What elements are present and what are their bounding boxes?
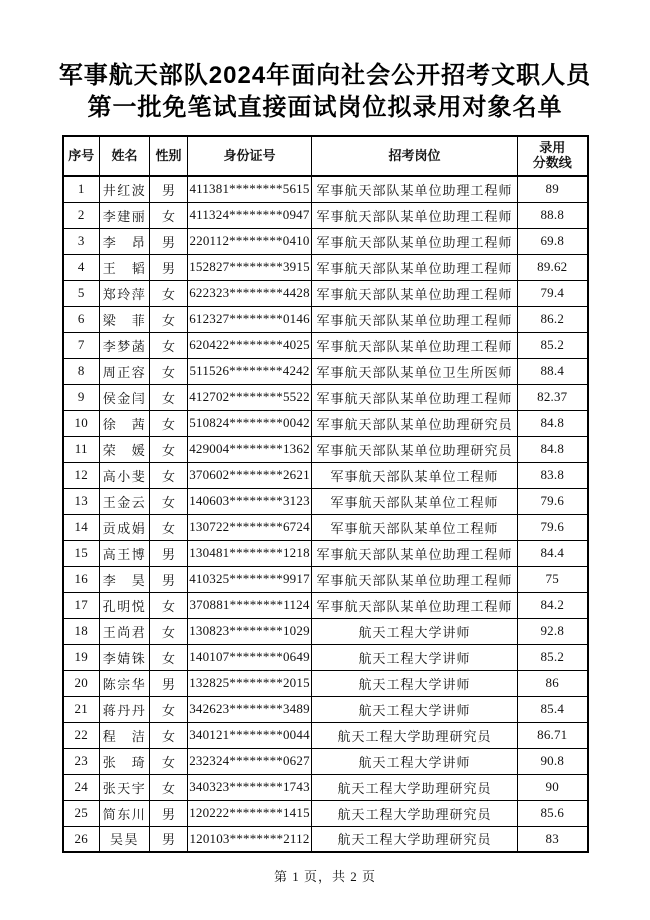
cell-position: 军事航天部队某单位卫生所医师: [312, 358, 518, 384]
cell-id-number: 370602********2621: [188, 462, 312, 488]
cell-serial: 12: [63, 462, 100, 488]
cell-serial: 18: [63, 618, 100, 644]
cell-position: 航天工程大学讲师: [312, 670, 518, 696]
cell-score: 83.8: [518, 462, 588, 488]
cell-score: 85.6: [518, 800, 588, 826]
cell-score: 85.2: [518, 332, 588, 358]
cell-serial: 24: [63, 774, 100, 800]
table-row: [63, 774, 588, 800]
cell-serial: 21: [63, 696, 100, 722]
cell-serial: 14: [63, 514, 100, 540]
cell-name: 王金云: [100, 488, 150, 514]
cell-gender: 女: [150, 462, 188, 488]
cell-name: 李 昊: [100, 566, 150, 592]
cell-name: 张天宇: [100, 774, 150, 800]
cell-serial: 1: [63, 176, 100, 202]
table-row: [63, 644, 588, 670]
cell-score: 82.37: [518, 384, 588, 410]
cell-id-number: 130722********6724: [188, 514, 312, 540]
cell-serial: 19: [63, 644, 100, 670]
table-row: [63, 748, 588, 774]
header-name: 姓名: [100, 136, 150, 176]
cell-serial: 7: [63, 332, 100, 358]
cell-position: 军事航天部队某单位助理工程师: [312, 280, 518, 306]
cell-position: 军事航天部队某单位助理工程师: [312, 592, 518, 618]
table-row: [63, 696, 588, 722]
cell-score: 79.6: [518, 488, 588, 514]
cell-position: 军事航天部队某单位助理工程师: [312, 332, 518, 358]
cell-serial: 4: [63, 254, 100, 280]
cell-serial: 23: [63, 748, 100, 774]
cell-score: 79.4: [518, 280, 588, 306]
table-row: [63, 384, 588, 410]
cell-score: 79.6: [518, 514, 588, 540]
cell-score: 86: [518, 670, 588, 696]
cell-serial: 11: [63, 436, 100, 462]
cell-serial: 5: [63, 280, 100, 306]
cell-gender: 男: [150, 800, 188, 826]
cell-name: 李梦菡: [100, 332, 150, 358]
cell-id-number: 411324********0947: [188, 202, 312, 228]
cell-score: 69.8: [518, 228, 588, 254]
cell-id-number: 140603********3123: [188, 488, 312, 514]
cell-id-number: 511526********4242: [188, 358, 312, 384]
cell-gender: 女: [150, 358, 188, 384]
cell-position: 军事航天部队某单位助理工程师: [312, 228, 518, 254]
table-row: [63, 462, 588, 488]
cell-name: 张 琦: [100, 748, 150, 774]
cell-gender: 女: [150, 722, 188, 748]
cell-position: 军事航天部队某单位助理工程师: [312, 176, 518, 202]
cell-gender: 男: [150, 254, 188, 280]
cell-position: 军事航天部队某单位助理工程师: [312, 540, 518, 566]
header-id-number: 身份证号: [188, 136, 312, 176]
cell-id-number: 340323********1743: [188, 774, 312, 800]
table-row: [63, 332, 588, 358]
cell-id-number: 232324********0627: [188, 748, 312, 774]
cell-id-number: 410325********9917: [188, 566, 312, 592]
roster-table: [62, 135, 589, 853]
cell-score: 88.8: [518, 202, 588, 228]
table-row: [63, 410, 588, 436]
cell-id-number: 120222********1415: [188, 800, 312, 826]
cell-gender: 女: [150, 306, 188, 332]
cell-name: 高王博: [100, 540, 150, 566]
cell-serial: 20: [63, 670, 100, 696]
cell-gender: 女: [150, 696, 188, 722]
cell-gender: 男: [150, 176, 188, 202]
table-row: [63, 540, 588, 566]
cell-name: 郑玲萍: [100, 280, 150, 306]
cell-gender: 男: [150, 670, 188, 696]
header-score-line-1: 录用: [539, 140, 566, 156]
cell-name: 简东川: [100, 800, 150, 826]
cell-gender: 女: [150, 384, 188, 410]
cell-gender: 女: [150, 488, 188, 514]
cell-serial: 6: [63, 306, 100, 332]
cell-score: 89.62: [518, 254, 588, 280]
cell-gender: 女: [150, 202, 188, 228]
cell-name: 蒋丹丹: [100, 696, 150, 722]
table-row: [63, 436, 588, 462]
table-row: [63, 176, 588, 202]
cell-position: 航天工程大学讲师: [312, 748, 518, 774]
table-body: [63, 176, 588, 852]
cell-serial: 16: [63, 566, 100, 592]
cell-gender: 男: [150, 826, 188, 852]
cell-score: 90.8: [518, 748, 588, 774]
cell-gender: 女: [150, 332, 188, 358]
cell-position: 军事航天部队某单位助理工程师: [312, 306, 518, 332]
cell-score: 90: [518, 774, 588, 800]
header-score: [518, 136, 588, 176]
table-row: [63, 488, 588, 514]
cell-gender: 女: [150, 410, 188, 436]
cell-serial: 22: [63, 722, 100, 748]
cell-position: 航天工程大学助理研究员: [312, 800, 518, 826]
cell-name: 李婧铢: [100, 644, 150, 670]
cell-position: 军事航天部队某单位工程师: [312, 462, 518, 488]
cell-id-number: 510824********0042: [188, 410, 312, 436]
table-row: [63, 618, 588, 644]
header-row: [63, 136, 588, 176]
cell-gender: 女: [150, 748, 188, 774]
cell-id-number: 612327********0146: [188, 306, 312, 332]
cell-position: 航天工程大学讲师: [312, 696, 518, 722]
table-row: [63, 280, 588, 306]
title-line-2: 第一批免笔试直接面试岗位拟录用对象名单: [87, 94, 563, 121]
cell-name: 荣 媛: [100, 436, 150, 462]
cell-name: 程 洁: [100, 722, 150, 748]
title-line-1: 军事航天部队2024年面向社会公开招考文职人员: [58, 62, 592, 89]
cell-score: 83: [518, 826, 588, 852]
cell-id-number: 132825********2015: [188, 670, 312, 696]
table-row: [63, 306, 588, 332]
table-row: [63, 826, 588, 852]
cell-name: 侯金闫: [100, 384, 150, 410]
cell-serial: 9: [63, 384, 100, 410]
cell-gender: 女: [150, 644, 188, 670]
cell-name: 孔明悦: [100, 592, 150, 618]
cell-gender: 男: [150, 540, 188, 566]
cell-name: 李 昂: [100, 228, 150, 254]
cell-id-number: 220112********0410: [188, 228, 312, 254]
cell-score: 84.8: [518, 410, 588, 436]
cell-score: 92.8: [518, 618, 588, 644]
cell-id-number: 340121********0044: [188, 722, 312, 748]
cell-position: 军事航天部队某单位助理研究员: [312, 436, 518, 462]
table-row: [63, 800, 588, 826]
table-row: [63, 254, 588, 280]
header-gender: 性别: [150, 136, 188, 176]
cell-name: 梁 菲: [100, 306, 150, 332]
cell-name: 周正容: [100, 358, 150, 384]
cell-name: 高小斐: [100, 462, 150, 488]
cell-score: 84.4: [518, 540, 588, 566]
cell-score: 89: [518, 176, 588, 202]
cell-score: 85.4: [518, 696, 588, 722]
cell-score: 84.8: [518, 436, 588, 462]
cell-score: 86.2: [518, 306, 588, 332]
cell-id-number: 411381********5615: [188, 176, 312, 202]
cell-position: 军事航天部队某单位工程师: [312, 514, 518, 540]
cell-gender: 女: [150, 618, 188, 644]
cell-serial: 8: [63, 358, 100, 384]
cell-name: 王 韬: [100, 254, 150, 280]
page-title: [0, 0, 650, 124]
cell-score: 75: [518, 566, 588, 592]
cell-position: 军事航天部队某单位助理工程师: [312, 202, 518, 228]
cell-serial: 10: [63, 410, 100, 436]
cell-position: 航天工程大学助理研究员: [312, 722, 518, 748]
cell-serial: 26: [63, 826, 100, 852]
cell-serial: 13: [63, 488, 100, 514]
cell-score: 86.71: [518, 722, 588, 748]
cell-serial: 3: [63, 228, 100, 254]
cell-id-number: 130823********1029: [188, 618, 312, 644]
cell-id-number: 130481********1218: [188, 540, 312, 566]
cell-position: 航天工程大学讲师: [312, 618, 518, 644]
cell-serial: 17: [63, 592, 100, 618]
cell-position: 航天工程大学助理研究员: [312, 826, 518, 852]
cell-gender: 女: [150, 592, 188, 618]
cell-position: 军事航天部队某单位助理工程师: [312, 566, 518, 592]
cell-serial: 2: [63, 202, 100, 228]
cell-id-number: 140107********0649: [188, 644, 312, 670]
cell-serial: 25: [63, 800, 100, 826]
cell-position: 军事航天部队某单位助理工程师: [312, 254, 518, 280]
cell-name: 徐 茜: [100, 410, 150, 436]
cell-score: 84.2: [518, 592, 588, 618]
cell-position: 航天工程大学讲师: [312, 644, 518, 670]
cell-position: 军事航天部队某单位工程师: [312, 488, 518, 514]
cell-id-number: 429004********1362: [188, 436, 312, 462]
cell-position: 军事航天部队某单位助理工程师: [312, 384, 518, 410]
table-row: [63, 566, 588, 592]
cell-gender: 女: [150, 280, 188, 306]
cell-name: 贡成娟: [100, 514, 150, 540]
cell-id-number: 120103********2112: [188, 826, 312, 852]
cell-position: 军事航天部队某单位助理研究员: [312, 410, 518, 436]
table-row: [63, 670, 588, 696]
table-row: [63, 358, 588, 384]
cell-score: 88.4: [518, 358, 588, 384]
cell-name: 吴昊: [100, 826, 150, 852]
table-row: [63, 592, 588, 618]
cell-gender: 女: [150, 514, 188, 540]
header-score-line-2: 分数线: [532, 155, 572, 170]
cell-position: 航天工程大学助理研究员: [312, 774, 518, 800]
cell-id-number: 152827********3915: [188, 254, 312, 280]
table-row: [63, 202, 588, 228]
cell-id-number: 620422********4025: [188, 332, 312, 358]
cell-name: 王尚君: [100, 618, 150, 644]
cell-id-number: 622323********4428: [188, 280, 312, 306]
cell-name: 井红波: [100, 176, 150, 202]
cell-gender: 女: [150, 774, 188, 800]
cell-id-number: 370881********1124: [188, 592, 312, 618]
cell-serial: 15: [63, 540, 100, 566]
table-row: [63, 722, 588, 748]
cell-id-number: 412702********5522: [188, 384, 312, 410]
cell-gender: 男: [150, 228, 188, 254]
cell-name: 陈宗华: [100, 670, 150, 696]
header-serial: 序号: [63, 136, 100, 176]
table-row: [63, 228, 588, 254]
page-footer: 第 1 页，共 2 页: [273, 869, 376, 884]
cell-gender: 男: [150, 566, 188, 592]
header-position: 招考岗位: [312, 136, 518, 176]
table-row: [63, 514, 588, 540]
cell-id-number: 342623********3489: [188, 696, 312, 722]
cell-score: 85.2: [518, 644, 588, 670]
cell-gender: 女: [150, 436, 188, 462]
cell-name: 李建丽: [100, 202, 150, 228]
